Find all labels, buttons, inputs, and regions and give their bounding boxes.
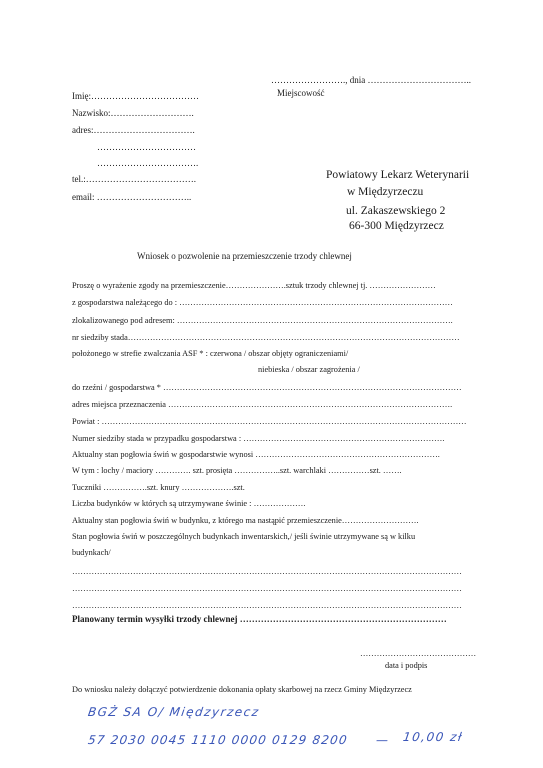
recipient-line-1: Powiatowy Lekarz Weterynarii (326, 169, 470, 181)
document-title: Wniosek o pozwolenie na przemieszczenie trzody chlewnej (137, 251, 352, 261)
handwritten-account-number: 57 2030 0045 1110 0000 0129 8200 (87, 733, 349, 747)
form-line-asf-zone: położonego w strefie zwalczania ASF * : czerwona / obszar objęty ograniczeniami/ (72, 349, 349, 358)
applicant-surname: Nazwisko:………………………. (72, 108, 194, 118)
form-line-buildings-count: Liczba budynków w których są utrzymywane świnie : ………………. (72, 499, 306, 508)
form-blank-line-3: …………………………………………………………………………………………………………………………… (72, 601, 462, 610)
form-line-per-building: Stan pogłowia świń w poszczególnych budynkach inwentarskich,/ jeśli świnie utrzymywane są w kilku (72, 532, 416, 541)
form-line-destination: do rzeźni / gospodarstwa * ……………………………………………………………………………………………… (72, 383, 462, 392)
applicant-name: Imię:……………………………… (72, 91, 199, 101)
form-line-herd-number: nr siedziby stada………………………………………………………………………………………………………… (72, 333, 460, 342)
planned-shipment-line: Planowany termin wysyłki trzody chlewnej …………………………………………………………… (72, 614, 447, 624)
form-line-breakdown: W tym : lochy / maciory …………. szt. prosięta ……………..szt. warchlaki ……………szt. ……. (72, 466, 402, 475)
applicant-phone: tel.:………………………………. (72, 174, 196, 184)
form-line-county: Powiat : …………………………………………………………………………………………………………………… (72, 417, 467, 426)
signature-dots: …………………………………… (360, 649, 477, 658)
handwritten-dash: — (375, 733, 391, 747)
form-line-asf-zone-cont: niebieska / obszar zagrożenia / (258, 365, 360, 374)
form-blank-line-2: …………………………………………………………………………………………………………………………… (72, 584, 462, 593)
handwritten-amount: 10,00 zł (402, 730, 464, 744)
form-line-destination-address: adres miejsca przeznaczenia …………………………………………………………………………………………. (72, 400, 453, 409)
applicant-address: adres:……………………………. (72, 125, 195, 135)
form-line-fatteners: Tuczniki …………….szt. knury ……………….szt. (72, 483, 245, 492)
signature-label: data i podpis (385, 661, 428, 670)
form-line-address: zlokalizowanego pod adresem: ………………………………………………………………………………………. (72, 316, 453, 325)
applicant-address-cont-2: ……………………………. (97, 158, 199, 168)
footer-note: Do wniosku należy dołączyć potwierdzenie dokonania opłaty skarbowej na rzecz Gminy Międzyrzecz (72, 685, 412, 694)
form-line-owner: z gospodarstwa należącego do : ……………………………………………………………………………………… (72, 298, 453, 307)
form-line-quantity: Proszę o wyrażenie zgody na przemieszczenie………………….sztuk trzody chlewnej tj. …………………… (72, 281, 436, 290)
recipient-line-3: ul. Zakaszewskiego 2 (346, 205, 446, 217)
applicant-address-cont-1: …………………………… (97, 142, 196, 152)
place-label: Miejscowość (277, 88, 325, 98)
handwritten-bank-name: BGŻ SA O/ Międzyrzecz (87, 705, 261, 719)
form-line-per-building-cont: budynkach/ (72, 548, 111, 557)
form-blank-line-1: …………………………………………………………………………………………………………………………… (72, 567, 462, 576)
recipient-line-2: w Międzyrzeczu (347, 186, 424, 198)
date-line: ……………………., dnia …………………………….. (271, 75, 471, 85)
form-line-building-stock: Aktualny stan pogłowia świń w budynku, z którego ma nastąpić przemieszczenie………………………. (72, 516, 419, 525)
applicant-email: email: ………………………….. (72, 192, 192, 202)
form-line-herd-size: Aktualny stan pogłowia świń w gospodarstwie wynosi …………………………………………………………. (72, 450, 440, 459)
form-line-farm-herd-number: Numer siedziby stada w przypadku gospodarstwa : ………………………………………………………………. (72, 434, 445, 443)
recipient-line-4: 66-300 Międzyrzecz (349, 220, 444, 232)
